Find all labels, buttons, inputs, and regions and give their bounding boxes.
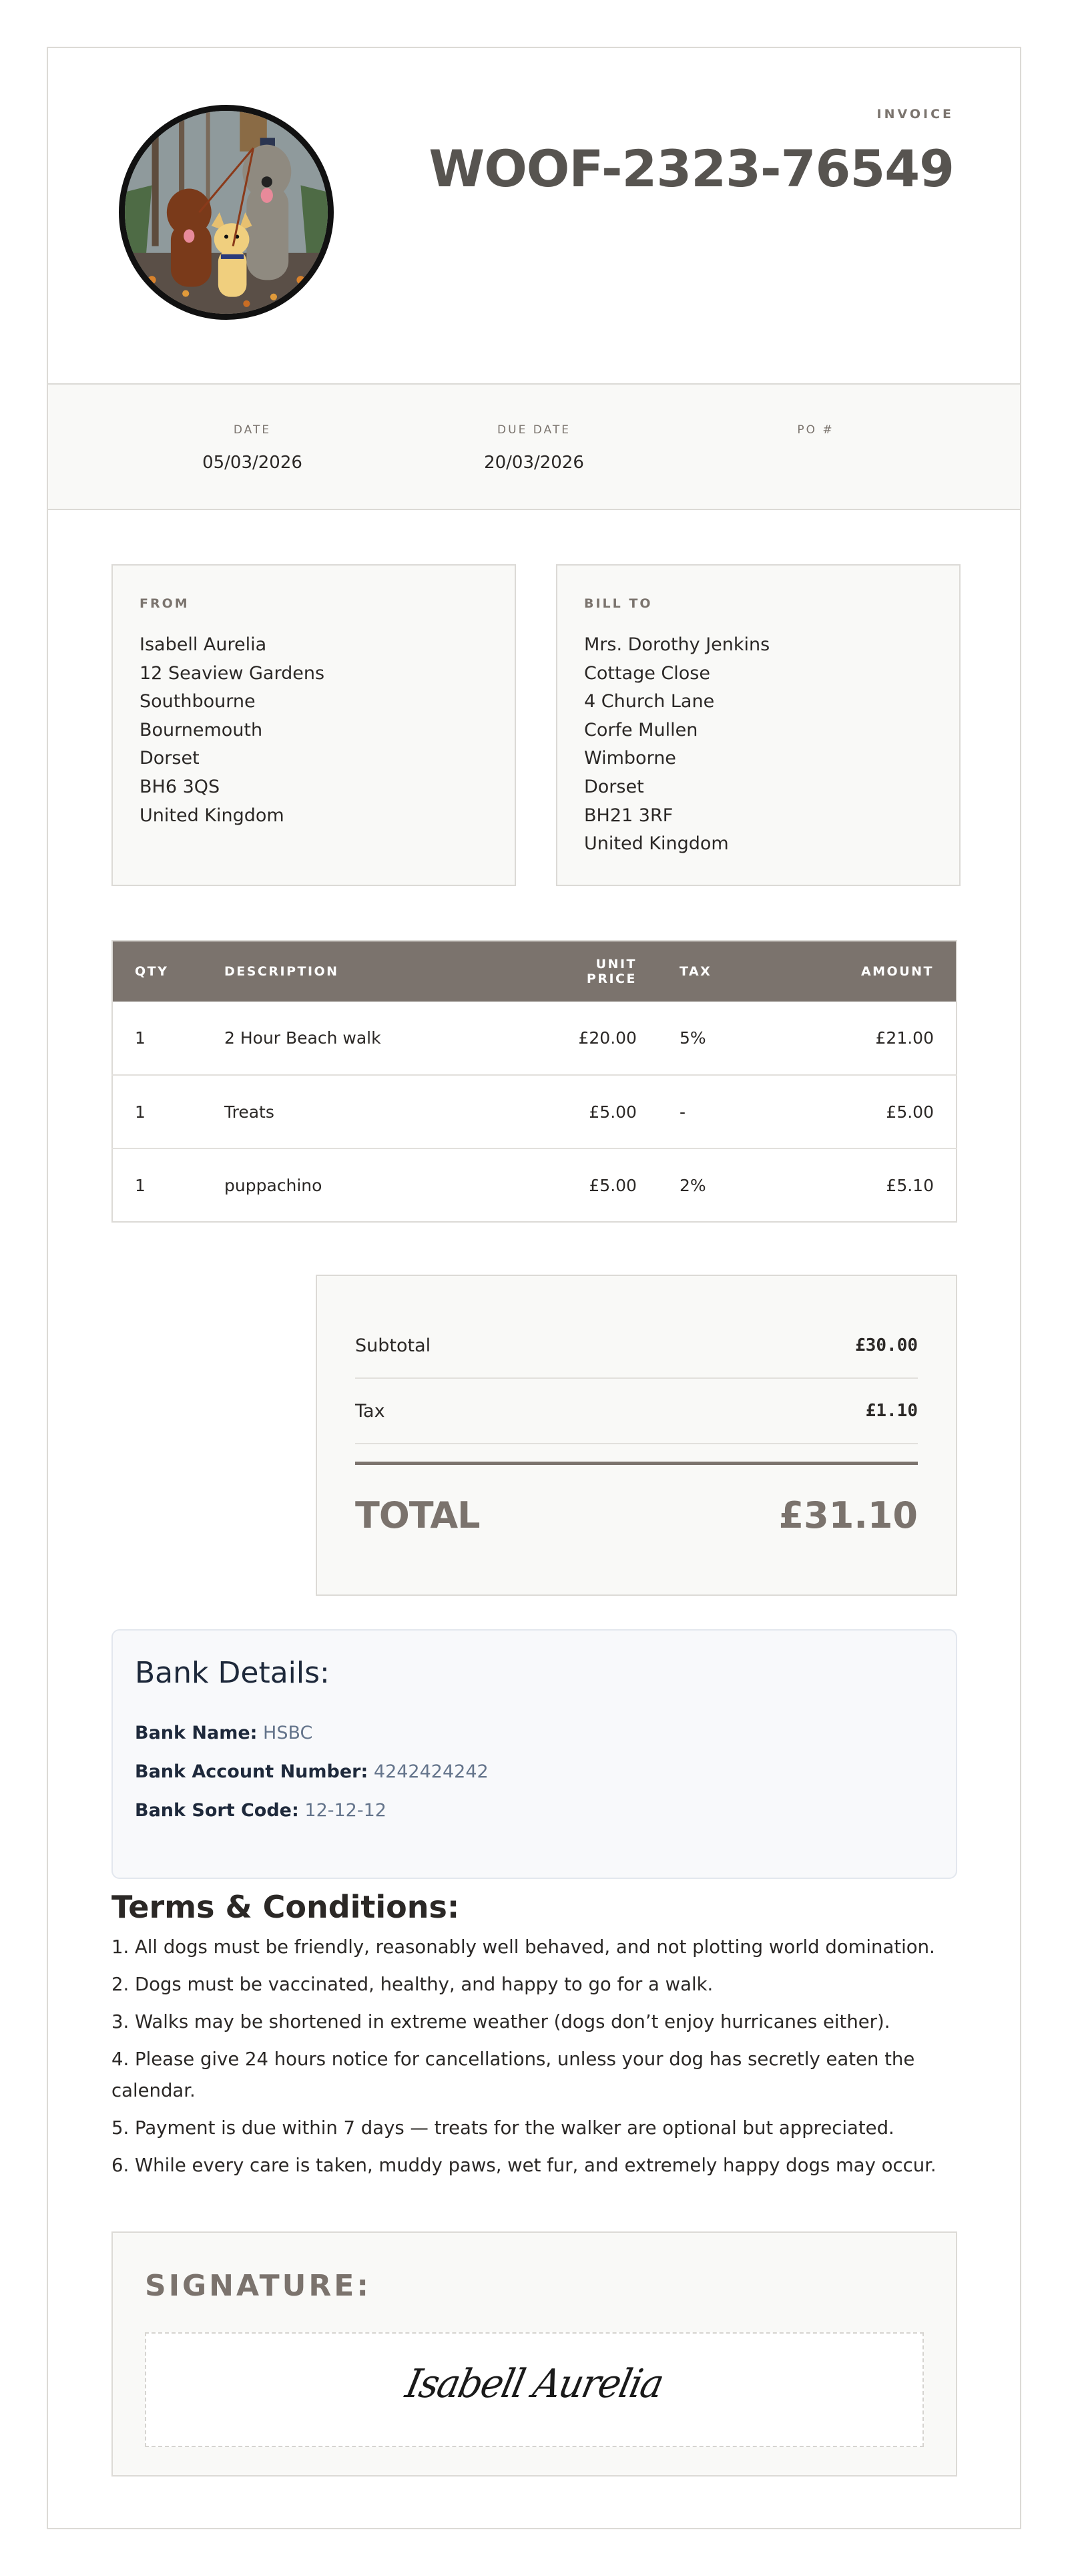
from-line: 12 Seaview Gardens — [140, 662, 325, 684]
bill-to-address-box — [556, 564, 961, 886]
invoice-label: INVOICE — [876, 107, 954, 122]
bill-to-line: Mrs. Dorothy Jenkins — [584, 634, 770, 655]
bank-details-list — [135, 1714, 934, 1830]
total-divider — [355, 1462, 918, 1465]
bill-to-label: BILL TO — [584, 596, 653, 611]
po-label: PO # — [797, 423, 834, 437]
bill-to-address-lines — [584, 631, 932, 859]
date-label: DATE — [233, 423, 272, 437]
total-row — [355, 1478, 918, 1552]
cell-unit-price: £5.00 — [518, 1148, 658, 1222]
due-date-value: 20/03/2026 — [484, 453, 584, 473]
from-line: BH6 3QS — [140, 776, 220, 797]
terms-section — [111, 1881, 959, 2187]
table-row — [112, 1075, 957, 1148]
bank-account-label: Bank Account Number: — [135, 1761, 368, 1782]
signature-box — [145, 2332, 924, 2447]
signature-label: SIGNATURE: — [145, 2269, 371, 2303]
bank-account-value: 4242424242 — [373, 1761, 489, 1782]
cell-tax: - — [658, 1075, 772, 1148]
meta-po — [675, 423, 957, 474]
from-line: Southbourne — [140, 691, 256, 712]
bill-to-line: Dorset — [584, 776, 644, 797]
cell-unit-price: £20.00 — [578, 1028, 637, 1048]
header-qty: QTY — [112, 941, 202, 1002]
from-address-box — [111, 564, 516, 886]
cell-amount: £21.00 — [875, 1028, 934, 1048]
bank-name-row — [135, 1714, 934, 1753]
from-line: Bournemouth — [140, 719, 263, 740]
cell-description: 2 Hour Beach walk — [224, 1028, 381, 1048]
cell-amount: £5.10 — [772, 1148, 957, 1222]
signature-image: Isabell Aurelia — [401, 2360, 667, 2407]
bill-to-line: United Kingdom — [584, 833, 729, 855]
header-unit-price: UNIT PRICE — [518, 941, 658, 1002]
po-value — [675, 453, 957, 474]
table-header-row — [112, 941, 957, 1002]
cell-tax: 5% — [679, 1028, 706, 1048]
table-row — [112, 1002, 957, 1075]
subtotal-label: Subtotal — [355, 1335, 431, 1356]
line-items-table — [111, 940, 957, 1223]
from-label: FROM — [140, 596, 190, 611]
date-value: 05/03/2026 — [202, 453, 302, 473]
invoice-number: WOOF-2323-76549 — [429, 139, 954, 198]
terms-list — [111, 1932, 959, 2181]
header-amount: AMOUNT — [772, 941, 957, 1002]
bill-to-line: Cottage Close — [584, 662, 710, 684]
tax-value: £1.10 — [865, 1401, 918, 1421]
header-tax: TAX — [658, 941, 772, 1002]
meta-due-date — [393, 423, 675, 474]
cell-qty: 1 — [112, 1075, 202, 1148]
subtotal-value: £30.00 — [855, 1335, 918, 1355]
dog-walking-logo-image — [119, 105, 334, 320]
invoice-page — [47, 47, 1021, 2529]
bill-to-line: Wimborne — [584, 748, 676, 769]
cell-description: puppachino — [202, 1148, 518, 1222]
terms-item: 5. Payment is due within 7 days — treats for the walker are optional but appreciated. — [111, 2117, 894, 2139]
tax-row — [355, 1379, 918, 1444]
header-description: DESCRIPTION — [202, 941, 518, 1002]
tax-label: Tax — [355, 1400, 385, 1422]
bill-to-line: BH21 3RF — [584, 805, 674, 826]
bank-account-row — [135, 1753, 934, 1791]
dogs-illustration-icon — [125, 111, 328, 314]
table-row — [112, 1148, 957, 1222]
terms-item: 3. Walks may be shortened in extreme weather (dogs don’t enjoy hurricanes either). — [111, 2011, 890, 2032]
total-value: £31.10 — [778, 1494, 918, 1536]
subtotal-row — [355, 1313, 918, 1379]
terms-item: 1. All dogs must be friendly, reasonably well behaved, and not plotting world domination. — [111, 1936, 935, 1958]
total-label: TOTAL — [355, 1494, 480, 1536]
cell-tax: 2% — [658, 1148, 772, 1222]
meta-date — [111, 423, 393, 474]
terms-item: 4. Please give 24 hours notice for cancellations, unless your dog has secretly eaten the calendar. — [111, 2049, 915, 2101]
bank-sort-code-label: Bank Sort Code: — [135, 1800, 299, 1821]
bank-sort-code-value: 12-12-12 — [304, 1800, 386, 1821]
bank-details-title: Bank Details: — [135, 1656, 330, 1690]
from-line: United Kingdom — [140, 805, 284, 826]
bill-to-line: 4 Church Lane — [584, 691, 715, 712]
due-date-label: DUE DATE — [497, 423, 571, 437]
cell-qty: 1 — [112, 1148, 202, 1222]
invoice-meta-band — [48, 383, 1020, 510]
cell-unit-price: £5.00 — [518, 1075, 658, 1148]
bank-name-value: HSBC — [263, 1723, 313, 1743]
terms-title: Terms & Conditions: — [111, 1889, 460, 1925]
cell-qty: 1 — [135, 1028, 146, 1048]
cell-amount: £5.00 — [772, 1075, 957, 1148]
terms-item: 2. Dogs must be vaccinated, healthy, and happy to go for a walk. — [111, 1974, 714, 1995]
bank-details-card — [111, 1629, 957, 1879]
signature-section — [111, 2231, 957, 2477]
from-line: Isabell Aurelia — [140, 634, 267, 655]
from-address-lines — [140, 631, 488, 830]
bank-name-label: Bank Name: — [135, 1723, 258, 1743]
totals-summary — [316, 1275, 957, 1596]
from-line: Dorset — [140, 748, 200, 769]
bank-sort-code-row — [135, 1791, 934, 1830]
cell-description: Treats — [202, 1075, 518, 1148]
bill-to-line: Corfe Mullen — [584, 719, 698, 740]
terms-item: 6. While every care is taken, muddy paws, wet fur, and extremely happy dogs may occur. — [111, 2155, 937, 2176]
